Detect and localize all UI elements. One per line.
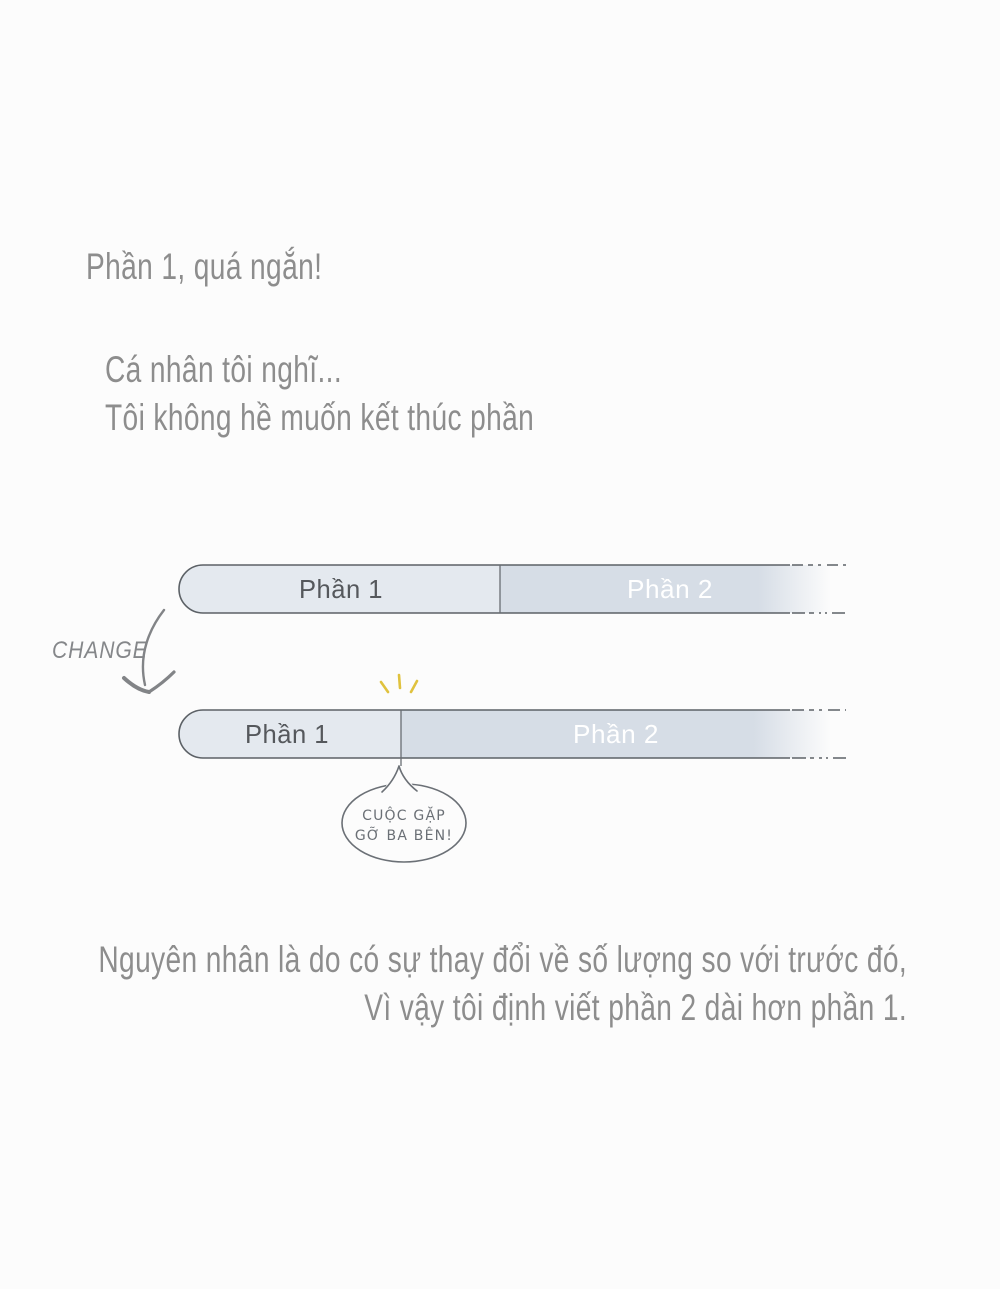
sparkle-icon — [374, 666, 430, 702]
monologue-thought-line2: Tôi không hề muốn kết thúc phần — [105, 397, 535, 438]
speech-bubble-line1: CUỘC GẶP — [362, 808, 446, 824]
bar-after-part1-label: Phần 1 — [245, 719, 329, 749]
speech-bubble — [326, 760, 486, 868]
bar-before-part1-label: Phần 1 — [299, 574, 383, 604]
bar-after-part2-label: Phần 2 — [573, 719, 659, 749]
monologue-exclaim: Phần 1, quá ngắn! — [86, 246, 323, 287]
caption-line1: Nguyên nhân là do có sự thay đổi về số lượng so với trước đó, — [98, 939, 907, 980]
monologue-thought-block — [105, 346, 670, 442]
bar-before — [176, 562, 848, 616]
caption-block — [98, 936, 907, 1032]
caption-line2: Vì vậy tôi định viết phần 2 dài hơn phần 1. — [364, 987, 907, 1028]
monologue-thought-line1: Cá nhân tôi nghĩ... — [105, 349, 343, 390]
change-arrow-icon — [118, 602, 210, 700]
change-label: CHANGE — [52, 637, 148, 664]
speech-bubble-line2: GỠ BA BÊN! — [354, 828, 454, 844]
bar-after — [176, 707, 848, 771]
bar-before-part2-label: Phần 2 — [627, 574, 713, 604]
